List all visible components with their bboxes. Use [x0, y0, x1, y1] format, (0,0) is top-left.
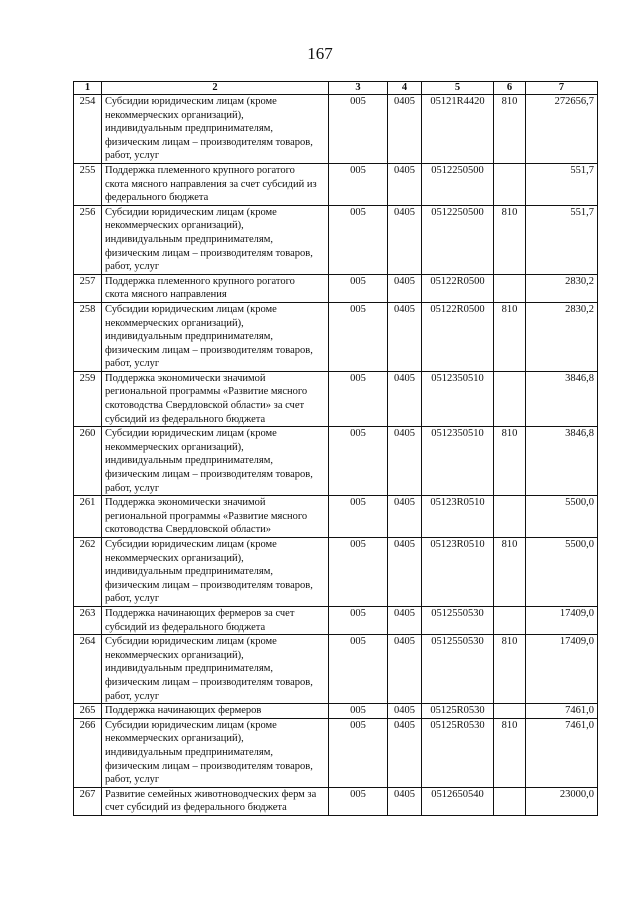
- column-header: 7: [526, 82, 598, 95]
- amount-value: 23000,0: [526, 787, 598, 815]
- section-code: 0405: [388, 787, 422, 815]
- description-line: Субсидии юридическим лицам (кроме: [105, 206, 277, 218]
- amount-value: 2830,2: [526, 302, 598, 371]
- ministry-code: 005: [329, 302, 388, 371]
- target-article-code: 0512650540: [422, 787, 494, 815]
- amount-value: 3846,8: [526, 371, 598, 426]
- amount-value: 3846,8: [526, 427, 598, 496]
- description-line: физическим лицам – производителям товаров,: [105, 579, 313, 591]
- table-row: [74, 704, 598, 719]
- row-number: 257: [74, 274, 102, 302]
- description-line: индивидуальным предпринимателям,: [105, 746, 273, 758]
- column-header: 5: [422, 82, 494, 95]
- description-line: физическим лицам – производителям товаров,: [105, 344, 313, 356]
- ministry-code: 005: [329, 496, 388, 538]
- description-line: индивидуальным предпринимателям,: [105, 331, 273, 343]
- amount-value: 7461,0: [526, 718, 598, 787]
- page-number: 167: [307, 44, 333, 63]
- row-description: [102, 371, 329, 426]
- description-line: работ, услуг: [105, 690, 160, 702]
- row-description: [102, 787, 329, 815]
- row-description: [102, 496, 329, 538]
- section-code: 0405: [388, 205, 422, 274]
- row-description: [102, 95, 329, 164]
- row-description: [102, 606, 329, 634]
- amount-value: 5500,0: [526, 496, 598, 538]
- description-line: Развитие семейных животноводческих ферм за: [105, 788, 317, 800]
- row-number: 266: [74, 718, 102, 787]
- ministry-code: 005: [329, 787, 388, 815]
- description-line: Поддержка экономически значимой: [105, 497, 266, 509]
- expense-type-code: 810: [494, 718, 526, 787]
- section-code: 0405: [388, 704, 422, 719]
- amount-value: 551,7: [526, 205, 598, 274]
- description-line: скотоводства Свердловской области»: [105, 524, 272, 536]
- target-article-code: 05121R4420: [422, 95, 494, 164]
- ministry-code: 005: [329, 274, 388, 302]
- table-row: [74, 274, 598, 302]
- row-number: 262: [74, 538, 102, 607]
- expense-type-code: 810: [494, 302, 526, 371]
- budget-table: [73, 81, 598, 816]
- row-number: 254: [74, 95, 102, 164]
- amount-value: 5500,0: [526, 538, 598, 607]
- section-code: 0405: [388, 538, 422, 607]
- ministry-code: 005: [329, 606, 388, 634]
- section-code: 0405: [388, 718, 422, 787]
- description-line: Поддержка начинающих фермеров: [105, 705, 262, 717]
- target-article-code: 05123R0510: [422, 496, 494, 538]
- amount-value: 17409,0: [526, 606, 598, 634]
- expense-type-code: [494, 606, 526, 634]
- expense-type-code: [494, 371, 526, 426]
- description-line: физическим лицам – производителям товаров,: [105, 247, 313, 259]
- ministry-code: 005: [329, 163, 388, 205]
- description-line: субсидий из федерального бюджета: [105, 621, 266, 633]
- description-line: Субсидии юридическим лицам (кроме: [105, 636, 277, 648]
- description-line: скота мясного направления за счет субсидий из: [105, 178, 317, 190]
- description-line: Поддержка экономически значимой: [105, 372, 266, 384]
- description-line: индивидуальным предпринимателям,: [105, 663, 273, 675]
- target-article-code: 0512350510: [422, 427, 494, 496]
- description-line: индивидуальным предпринимателям,: [105, 455, 273, 467]
- table-row: [74, 205, 598, 274]
- description-line: работ, услуг: [105, 593, 160, 605]
- description-line: региональной программы «Развитие мясного: [105, 510, 308, 522]
- ministry-code: 005: [329, 704, 388, 719]
- target-article-code: 05123R0510: [422, 538, 494, 607]
- table-row: [74, 538, 598, 607]
- description-line: работ, услуг: [105, 482, 160, 494]
- expense-type-code: [494, 274, 526, 302]
- row-number: 259: [74, 371, 102, 426]
- column-header: 2: [102, 82, 329, 95]
- expense-type-code: [494, 787, 526, 815]
- column-header: 1: [74, 82, 102, 95]
- row-description: [102, 538, 329, 607]
- description-line: физическим лицам – производителям товаров,: [105, 676, 313, 688]
- table-row: [74, 95, 598, 164]
- expense-type-code: 810: [494, 205, 526, 274]
- description-line: Субсидии юридическим лицам (кроме: [105, 303, 277, 315]
- expense-type-code: [494, 496, 526, 538]
- table-row: [74, 635, 598, 704]
- table-row: [74, 718, 598, 787]
- description-line: физическим лицам – производителям товаров,: [105, 136, 313, 148]
- row-description: [102, 427, 329, 496]
- row-number: 260: [74, 427, 102, 496]
- description-line: скотоводства Свердловской области» за счет: [105, 400, 305, 412]
- ministry-code: 005: [329, 635, 388, 704]
- description-line: Поддержка племенного крупного рогатого: [105, 164, 295, 176]
- target-article-code: 05125R0530: [422, 718, 494, 787]
- description-line: физическим лицам – производителям товаров,: [105, 760, 313, 772]
- description-line: индивидуальным предпринимателям,: [105, 233, 273, 245]
- row-number: 261: [74, 496, 102, 538]
- table-row: [74, 427, 598, 496]
- row-description: [102, 635, 329, 704]
- row-description: [102, 302, 329, 371]
- row-number: 263: [74, 606, 102, 634]
- description-line: работ, услуг: [105, 150, 160, 162]
- description-line: индивидуальным предпринимателям,: [105, 123, 273, 135]
- target-article-code: 0512350510: [422, 371, 494, 426]
- expense-type-code: 810: [494, 635, 526, 704]
- column-header: 3: [329, 82, 388, 95]
- description-line: работ, услуг: [105, 261, 160, 273]
- ministry-code: 005: [329, 538, 388, 607]
- description-line: физическим лицам – производителям товаров,: [105, 469, 313, 481]
- section-code: 0405: [388, 635, 422, 704]
- row-description: [102, 163, 329, 205]
- section-code: 0405: [388, 606, 422, 634]
- amount-value: 7461,0: [526, 704, 598, 719]
- column-header: 4: [388, 82, 422, 95]
- description-line: некоммерческих организаций),: [105, 733, 244, 745]
- row-number: 264: [74, 635, 102, 704]
- description-line: Субсидии юридическим лицам (кроме: [105, 719, 277, 731]
- description-line: скота мясного направления: [105, 289, 227, 301]
- row-number: 258: [74, 302, 102, 371]
- table-row: [74, 302, 598, 371]
- expense-type-code: 810: [494, 95, 526, 164]
- description-line: региональной программы «Развитие мясного: [105, 386, 308, 398]
- expense-type-code: 810: [494, 538, 526, 607]
- row-description: [102, 704, 329, 719]
- ministry-code: 005: [329, 427, 388, 496]
- description-line: некоммерческих организаций),: [105, 220, 244, 232]
- amount-value: 17409,0: [526, 635, 598, 704]
- ministry-code: 005: [329, 371, 388, 426]
- target-article-code: 0512550530: [422, 635, 494, 704]
- row-number: 265: [74, 704, 102, 719]
- description-line: Поддержка начинающих фермеров за счет: [105, 607, 295, 619]
- section-code: 0405: [388, 274, 422, 302]
- ministry-code: 005: [329, 95, 388, 164]
- expense-type-code: [494, 704, 526, 719]
- amount-value: 272656,7: [526, 95, 598, 164]
- amount-value: 551,7: [526, 163, 598, 205]
- ministry-code: 005: [329, 718, 388, 787]
- row-number: 256: [74, 205, 102, 274]
- target-article-code: 05125R0530: [422, 704, 494, 719]
- description-line: Субсидии юридическим лицам (кроме: [105, 428, 277, 440]
- description-line: Поддержка племенного крупного рогатого: [105, 275, 295, 287]
- section-code: 0405: [388, 163, 422, 205]
- amount-value: 2830,2: [526, 274, 598, 302]
- ministry-code: 005: [329, 205, 388, 274]
- table-row: [74, 371, 598, 426]
- description-line: некоммерческих организаций),: [105, 109, 244, 121]
- target-article-code: 0512250500: [422, 163, 494, 205]
- table-row: [74, 787, 598, 815]
- description-line: некоммерческих организаций),: [105, 552, 244, 564]
- target-article-code: 05122R0500: [422, 274, 494, 302]
- description-line: некоммерческих организаций),: [105, 649, 244, 661]
- description-line: некоммерческих организаций),: [105, 441, 244, 453]
- target-article-code: 0512250500: [422, 205, 494, 274]
- row-description: [102, 205, 329, 274]
- section-code: 0405: [388, 427, 422, 496]
- section-code: 0405: [388, 371, 422, 426]
- description-line: индивидуальным предпринимателям,: [105, 566, 273, 578]
- table-row: [74, 606, 598, 634]
- table-body: [74, 95, 598, 816]
- section-code: 0405: [388, 95, 422, 164]
- table-row: [74, 163, 598, 205]
- section-code: 0405: [388, 496, 422, 538]
- column-header: 6: [494, 82, 526, 95]
- description-line: работ, услуг: [105, 358, 160, 370]
- description-line: некоммерческих организаций),: [105, 317, 244, 329]
- description-line: федерального бюджета: [105, 192, 209, 204]
- row-number: 255: [74, 163, 102, 205]
- description-line: работ, услуг: [105, 774, 160, 786]
- expense-type-code: 810: [494, 427, 526, 496]
- description-line: счет субсидий из федерального бюджета: [105, 802, 287, 814]
- row-description: [102, 274, 329, 302]
- description-line: субсидий из федерального бюджета: [105, 413, 266, 425]
- table-row: [74, 496, 598, 538]
- row-description: [102, 718, 329, 787]
- description-line: Субсидии юридическим лицам (кроме: [105, 539, 277, 550]
- target-article-code: 0512550530: [422, 606, 494, 634]
- description-line: Субсидии юридическим лицам (кроме: [105, 96, 277, 107]
- expense-type-code: [494, 163, 526, 205]
- target-article-code: 05122R0500: [422, 302, 494, 371]
- row-number: 267: [74, 787, 102, 815]
- section-code: 0405: [388, 302, 422, 371]
- table-header-row: [74, 82, 598, 95]
